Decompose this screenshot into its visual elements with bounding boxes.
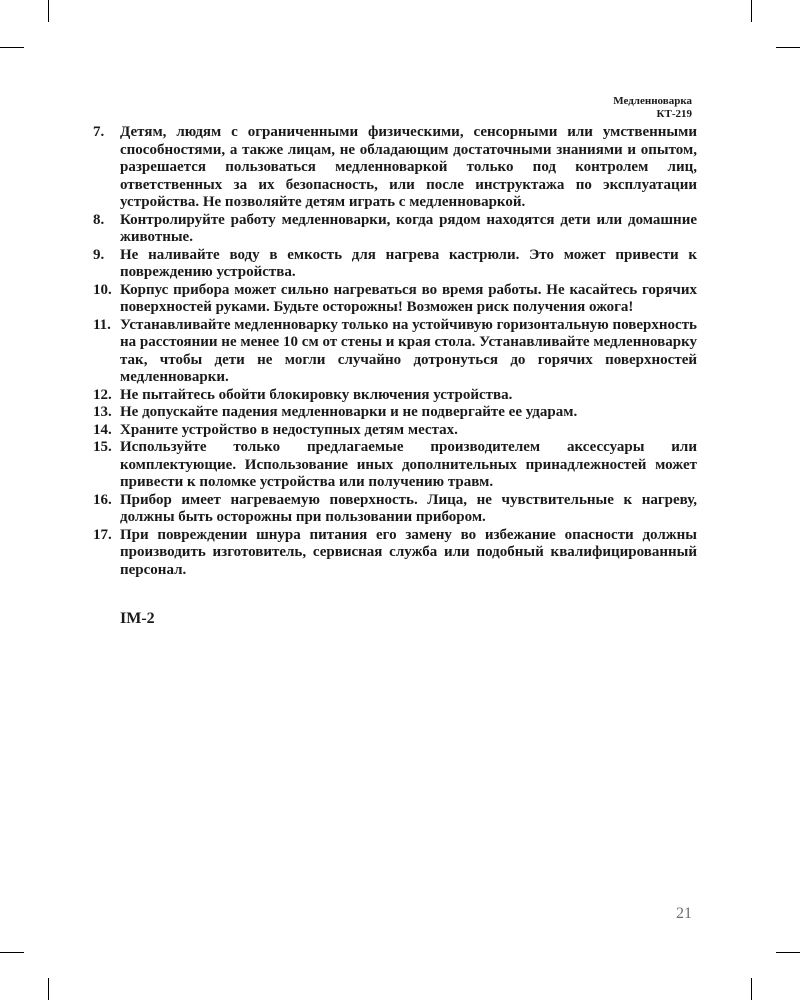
running-header bbox=[613, 95, 692, 121]
item-number: 10. bbox=[93, 281, 112, 298]
item-text: Устанавливайте медленноварку только на устойчивую горизонтальную поверхность на расстоянии не менее 10 см от стены и края стола. Устанавливайте медленноварку так, чтобы дети не могли случайно дотронуться до горячих поверхностей медленноварки. bbox=[120, 316, 697, 385]
model-code: IM-2 bbox=[120, 610, 155, 627]
item-number: 14. bbox=[93, 421, 112, 438]
item-text: Не пытайтесь обойти блокировку включения устройства. bbox=[120, 386, 513, 403]
crop-mark-left-top bbox=[0, 47, 24, 48]
crop-mark-left-bottom bbox=[0, 952, 24, 953]
crop-mark-top-right bbox=[751, 0, 752, 22]
item-text: Используйте только предлагаемые производителем аксессуары или комплектующие. Использование иных дополнительных принадлежностей может привести к поломке устройства или получению травм. bbox=[120, 439, 697, 490]
item-number: 15. bbox=[93, 439, 112, 455]
item-text: Не наливайте воду в емкость для нагрева кастрюли. Это может привести к повреждению устройства. bbox=[120, 246, 697, 280]
item-number: 16. bbox=[93, 491, 112, 508]
list-item bbox=[93, 317, 697, 387]
product-name: Медленноварка bbox=[613, 95, 692, 107]
list-item bbox=[93, 247, 697, 282]
item-text: Храните устройство в недоступных детям местах. bbox=[120, 421, 458, 438]
page-number: 21 bbox=[676, 905, 692, 922]
crop-mark-bottom-left bbox=[48, 978, 49, 1000]
item-number: 9. bbox=[93, 246, 105, 263]
crop-mark-bottom-right bbox=[751, 978, 752, 1000]
list-item bbox=[93, 404, 697, 422]
list-item bbox=[93, 212, 697, 247]
item-text: Не допускайте падения медленноварки и не подвергайте ее ударам. bbox=[120, 404, 578, 420]
item-number: 7. bbox=[93, 124, 105, 140]
item-text: Корпус прибора может сильно нагреваться во время работы. Не касайтесь горячих поверхностей руками. Будьте осторожны! Возможен риск получения ожога! bbox=[120, 281, 697, 315]
item-number: 11. bbox=[93, 316, 111, 333]
list-item bbox=[93, 282, 697, 317]
list-item bbox=[93, 492, 697, 527]
item-text: При повреждении шнура питания его замену во избежание опасности должны производить изготовитель, сервисная служба или подобный квалифицированный персонал. bbox=[120, 526, 697, 578]
crop-mark-right-bottom bbox=[776, 952, 800, 953]
list-item bbox=[93, 387, 697, 405]
list-item bbox=[93, 527, 697, 580]
item-number: 17. bbox=[93, 526, 112, 543]
item-number: 8. bbox=[93, 211, 105, 228]
crop-mark-right-top bbox=[776, 47, 800, 48]
item-number: 13. bbox=[93, 404, 112, 420]
safety-instructions-list bbox=[93, 124, 697, 579]
crop-mark-top-left bbox=[48, 0, 49, 22]
item-number: 12. bbox=[93, 386, 112, 403]
item-text: Детям, людям с ограниченными физическими, сенсорными или умственными способностями, а также лицам, не обладающим достаточными знаниями и опытом, разрешается пользоваться медленноваркой только под контролем лиц, ответственных за их безопасность, или после инструктажа по эксплуатации устройства. Не позволяйте детям играть с медленноваркой. bbox=[120, 124, 697, 210]
list-item bbox=[93, 422, 697, 440]
list-item bbox=[93, 124, 697, 212]
item-text: Прибор имеет нагреваемую поверхность. Лица, не чувствительные к нагреву, должны быть осторожны при пользовании прибором. bbox=[120, 491, 697, 525]
item-text: Контролируйте работу медленноварки, когда рядом находятся дети или домашние животные. bbox=[120, 211, 697, 245]
list-item bbox=[93, 439, 697, 492]
model-number: КТ-219 bbox=[656, 108, 692, 120]
